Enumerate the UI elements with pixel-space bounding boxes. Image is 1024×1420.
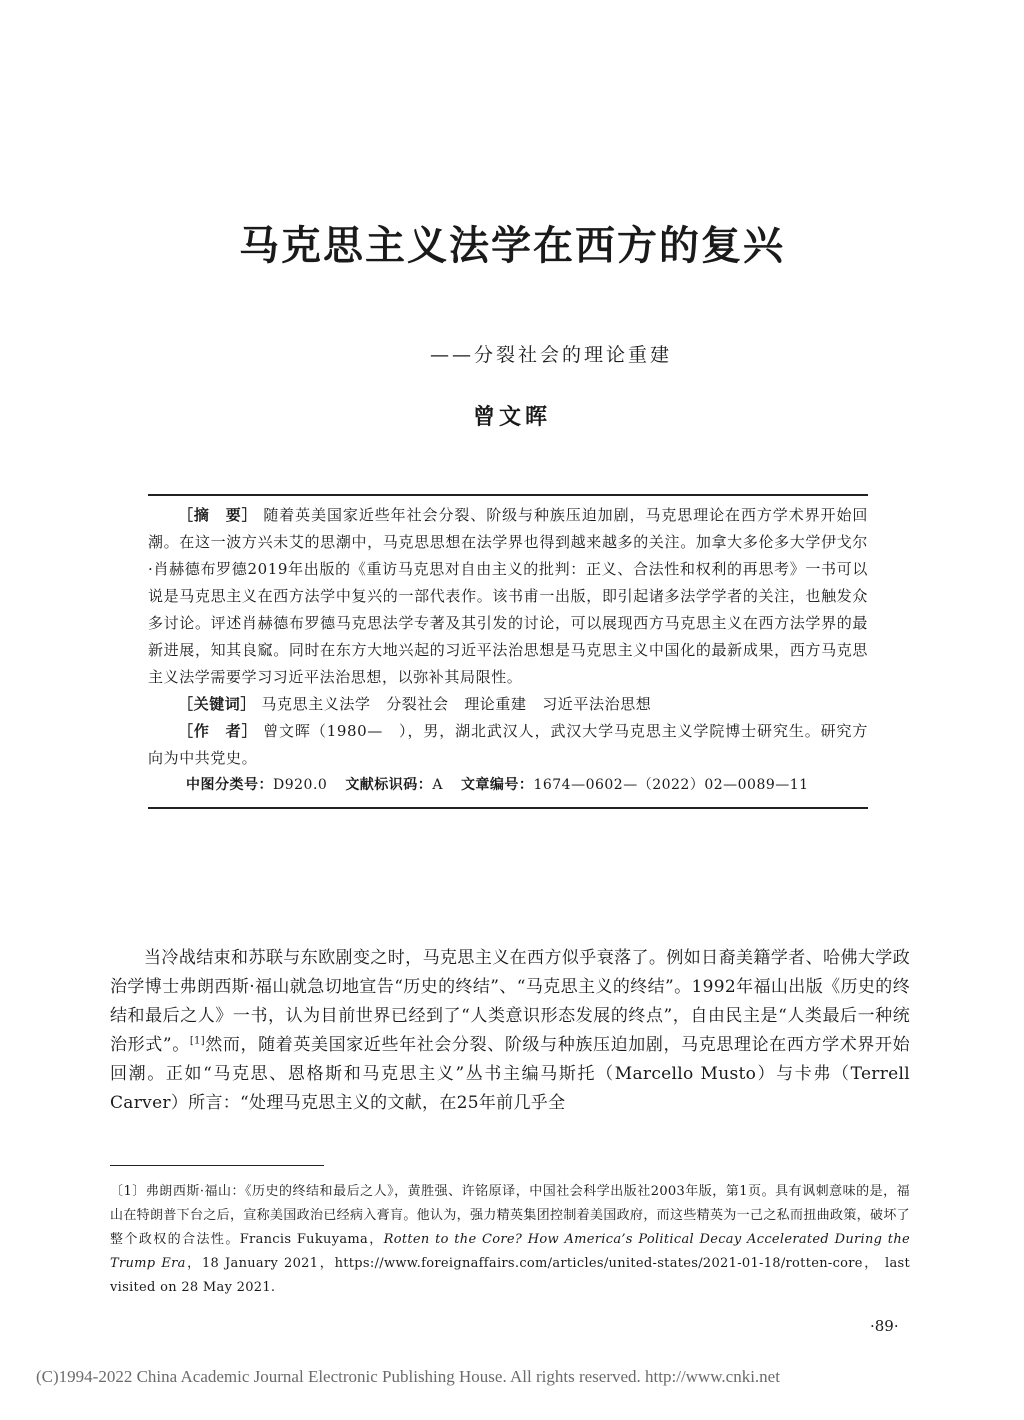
article-no-label: 文章编号： [460, 777, 534, 793]
article-title: 马克思主义法学在西方的复兴 [239, 222, 785, 269]
article-author: 曾文晖 [472, 404, 551, 430]
classification-line [148, 772, 868, 799]
clc-label: 中图分类号： [186, 777, 273, 793]
footnote [110, 1180, 910, 1300]
footnote-text-part2: ，18 January 2021，https://www.foreignaffairs.com/articles/united-states/2021-01-18/rotten-core， last visited on 28 May 2021. [110, 1256, 910, 1295]
body-paragraph [110, 944, 910, 1118]
abstract-label: ［摘 要］ [178, 506, 258, 524]
author-info-text: 曾文晖（1980— ），男，湖北武汉人，武汉大学马克思主义学院博士研究生。研究方向为中共党史。 [148, 722, 868, 767]
keywords-line [148, 691, 868, 718]
body-text-part2: 然而，随着英美国家近些年社会分裂、阶级与种族压迫加剧，马克思理论在西方学术界开始回潮。正如“马克思、恩格斯和马克思主义”丛书主编马斯托（Marcello Musto）与卡弗（Terrell Carver）所言：“处理马克思主义的文献，在25年前几乎全 [110, 1035, 910, 1113]
keywords-text: 马克思主义法学 分裂社会 理论重建 习近平法治思想 [261, 695, 652, 713]
author-info-paragraph [148, 718, 868, 772]
abstract-text: 随着英美国家近些年社会分裂、阶级与种族压迫加剧，马克思理论在西方学术界开始回潮。在这一波方兴未艾的思潮中，马克思思想在法学界也得到越来越多的关注。加拿大多伦多大学伊戈尔·肖赫德布罗德2019年出版的《重访马克思对自由主义的批判：正义、合法性和权利的再思考》一书可以说是马克思主义在西方法学中复兴的一部代表作。该书甫一出版，即引起诸多法学学者的关注，也触发众多讨论。评述肖赫德布罗德马克思法学专著及其引发的讨论，可以展现西方马克思主义在西方法学界的最新进展，知其良窳。同时在东方大地兴起的习近平法治思想是马克思主义中国化的最新成果，西方马克思主义法学需要学习习近平法治思想，以弥补其局限性。 [148, 506, 868, 686]
footnote-text-part1: 〔1〕弗朗西斯·福山：《历史的终结和最后之人》，黄胜强、许铭原译，中国社会科学出版社2003年版，第1页。具有讽刺意味的是，福山在特朗普下台之后，宣称美国政治已经病入膏肓。他认为，强力精英集团控制着美国政府，而这些精英为一己之私而扭曲政策，破坏了整个政权的合法性。Francis Fukuyama， [110, 1184, 910, 1247]
body-text-part1: 当冷战结束和苏联与东欧剧变之时，马克思主义在西方似乎衰落了。例如日裔美籍学者、哈佛大学政治学博士弗朗西斯·福山就急切地宣告“历史的终结”、“马克思主义的终结”。1992年福山出版《历史的终结和最后之人》一书，认为目前世界已经到了“人类意识形态发展的终点”，自由民主是“人类最后一种统治形式”。 [110, 948, 910, 1055]
doc-code-label: 文献标识码： [345, 777, 433, 793]
footnote-divider [110, 1165, 324, 1166]
abstract-paragraph [148, 502, 868, 691]
abstract-box [148, 494, 868, 809]
author-info-label: ［作 者］ [178, 722, 258, 740]
clc-value: D920.0 [273, 777, 328, 793]
article-subtitle: ——分裂社会的理论重建 [430, 344, 673, 366]
article-no-value: 1674—0602—（2022）02—0089—11 [533, 777, 809, 793]
keywords-label: ［关键词］ [178, 695, 257, 713]
copyright-notice: (C)1994-2022 China Academic Journal Electronic Publishing House. All rights reserved. http://www.cnki.net [36, 1367, 780, 1386]
footnote-reference: [1] [189, 1035, 205, 1047]
page-number: ·89· [870, 1317, 899, 1335]
footnote-italic-title: Rotten to the Core? How America’s Political Decay Accelerated During the Trump Era [110, 1232, 910, 1271]
doc-code-value: A [432, 777, 443, 793]
